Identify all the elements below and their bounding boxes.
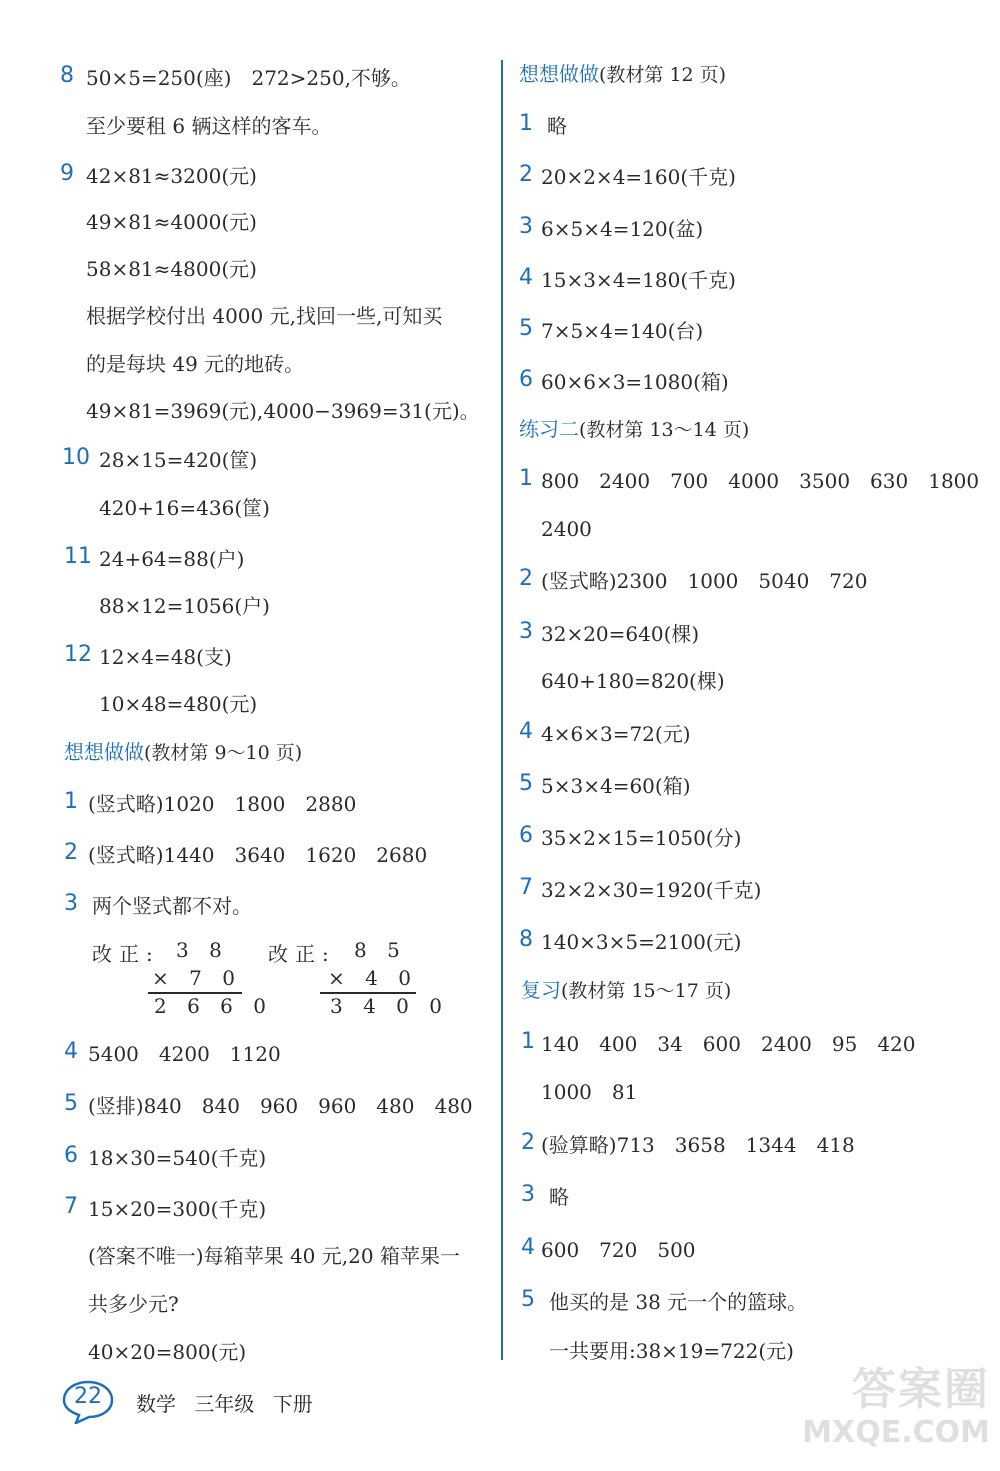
answer-line: 35×2×15=1050(分) (541, 826, 742, 850)
question-number: 5 (519, 316, 533, 341)
calc-multiplier: × 4 0 (328, 966, 418, 990)
question-number: 1 (64, 789, 78, 814)
answer-line: 2400 (541, 517, 592, 541)
page-number: 22 (74, 1384, 102, 1409)
answer-line: 12×4=48(支) (99, 645, 232, 669)
answer-line: 7×5×4=140(台) (541, 319, 704, 343)
answer-line: 50×5=250(座) 272>250,不够。 (86, 66, 411, 90)
question-number: 3 (519, 214, 533, 239)
answer-line: 略 (547, 114, 567, 138)
answer-line: (答案不唯一)每箱苹果 40 元,20 箱苹果一 (88, 1244, 460, 1268)
question-number: 5 (519, 771, 533, 796)
answer-line: 600 720 500 (541, 1238, 696, 1262)
question-number: 7 (519, 875, 533, 900)
answer-line: 5×3×4=60(箱) (541, 774, 691, 798)
calc-multiplicand: 8 5 (354, 938, 407, 962)
answer-line: 140×3×5=2100(元) (541, 930, 742, 954)
calc-result: 2 6 6 0 (154, 994, 273, 1018)
answer-line: (验算略)713 3658 1344 418 (541, 1133, 855, 1157)
question-number: 4 (64, 1039, 78, 1064)
answer-line: 58×81≈4800(元) (86, 257, 257, 281)
answer-line: 10×48=480(元) (99, 692, 258, 716)
question-number: 6 (519, 823, 533, 848)
answer-line: (竖式略)1020 1800 2880 (88, 792, 357, 816)
answer-line: 32×2×30=1920(千克) (541, 878, 762, 902)
section-title: 复习 (521, 978, 561, 1002)
section-heading (64, 738, 302, 767)
section-ref: (教材第 12 页) (599, 64, 727, 86)
answer-line: 根据学校付出 4000 元,找回一些,可知买 (86, 304, 443, 328)
column-divider (501, 60, 503, 1360)
question-number: 5 (64, 1091, 78, 1116)
question-number: 6 (519, 367, 533, 392)
question-number: 6 (64, 1143, 78, 1168)
section-title: 想想做做 (519, 62, 599, 86)
question-number: 3 (64, 891, 78, 916)
vertical-calc-b (268, 938, 449, 1018)
question-number: 2 (519, 162, 533, 187)
calc-result: 3 4 0 0 (330, 994, 449, 1018)
question-number: 4 (521, 1235, 535, 1260)
answer-line: 40×20=800(元) (88, 1340, 247, 1364)
answer-line: 32×20=640(棵) (541, 622, 700, 646)
subject-label: 数学 (136, 1392, 176, 1416)
answer-line: 20×2×4=160(千克) (541, 165, 736, 189)
question-number: 3 (519, 619, 533, 644)
answer-line: 4×6×3=72(元) (541, 722, 691, 746)
answer-line: 420+16=436(筐) (99, 496, 270, 520)
correction-label: 改正: (92, 942, 160, 966)
answer-line: 共多少元? (88, 1292, 179, 1316)
grade-label: 三年级 (194, 1392, 255, 1416)
page-number-badge (62, 1380, 114, 1424)
watermark-logo: 答案圈 (852, 1364, 990, 1415)
answer-line: 15×3×4=180(千克) (541, 268, 736, 292)
answer-line: 60×6×3=1080(箱) (541, 370, 729, 394)
answer-line: 640+180=820(棵) (541, 669, 725, 693)
answer-line: 一共要用:38×19=722(元) (549, 1339, 794, 1363)
question-number: 9 (60, 161, 74, 186)
question-number: 4 (519, 265, 533, 290)
answer-line: 5400 4200 1120 (88, 1042, 281, 1066)
answer-line: 6×5×4=120(盆) (541, 217, 704, 241)
question-number: 7 (64, 1194, 78, 1219)
calc-multiplier: × 7 0 (152, 966, 242, 990)
section-heading (519, 415, 749, 444)
volume-label: 下册 (272, 1392, 313, 1416)
section-ref: (教材第 9～10 页) (144, 742, 303, 764)
question-number: 2 (519, 566, 533, 591)
answer-line: 略 (549, 1185, 569, 1209)
answer-line: 140 400 34 600 2400 95 420 (541, 1032, 916, 1056)
answer-line: 28×15=420(筐) (99, 448, 258, 472)
watermark (800, 1353, 990, 1463)
answer-line: 1000 81 (541, 1080, 638, 1104)
question-number: 3 (521, 1182, 535, 1207)
answer-line: 800 2400 700 4000 3500 630 1800 (541, 469, 980, 493)
answer-line: 的是每块 49 元的地砖。 (86, 352, 305, 376)
question-number: 1 (519, 111, 533, 136)
answer-line: 至少要租 6 辆这样的客车。 (86, 114, 332, 138)
answer-line: 88×12=1056(户) (99, 594, 270, 618)
answer-line: 他买的是 38 元一个的篮球。 (549, 1290, 808, 1314)
answer-line: 42×81≈3200(元) (86, 164, 257, 188)
question-number: 2 (521, 1130, 535, 1155)
question-number: 12 (64, 642, 92, 667)
section-title: 想想做做 (64, 740, 144, 764)
answer-line: (竖式略)2300 1000 5040 720 (541, 569, 868, 593)
question-number: 8 (519, 927, 533, 952)
question-number: 1 (521, 1029, 535, 1054)
answer-line: 15×20=300(千克) (88, 1197, 267, 1221)
section-ref: (教材第 15～17 页) (561, 980, 732, 1002)
answer-line: 24+64=88(户) (99, 547, 245, 571)
answer-line: 49×81=3969(元),4000−3969=31(元)。 (86, 399, 480, 423)
question-number: 1 (519, 466, 533, 491)
calc-multiplicand: 3 8 (176, 938, 229, 962)
vertical-calc-a (92, 938, 273, 1018)
watermark-url: MXQE.COM (802, 1415, 990, 1450)
answer-line: 18×30=540(千克) (88, 1146, 267, 1170)
question-number: 5 (521, 1287, 535, 1312)
section-heading (521, 976, 731, 1005)
question-number: 2 (64, 840, 78, 865)
answer-line: 49×81≈4000(元) (86, 210, 257, 234)
question-number: 4 (519, 719, 533, 744)
section-title: 练习二 (519, 417, 579, 441)
answer-line: (竖式略)1440 3640 1620 2680 (88, 843, 428, 867)
question-number: 11 (64, 544, 92, 569)
section-heading (519, 60, 726, 89)
question-number: 8 (60, 63, 74, 88)
book-info (136, 1388, 325, 1417)
answer-line: 两个竖式都不对。 (92, 894, 252, 918)
answer-line: (竖排)840 840 960 960 480 480 (88, 1094, 473, 1118)
section-ref: (教材第 13～14 页) (579, 419, 750, 441)
question-number: 10 (62, 445, 90, 470)
correction-label: 改正: (268, 942, 336, 966)
